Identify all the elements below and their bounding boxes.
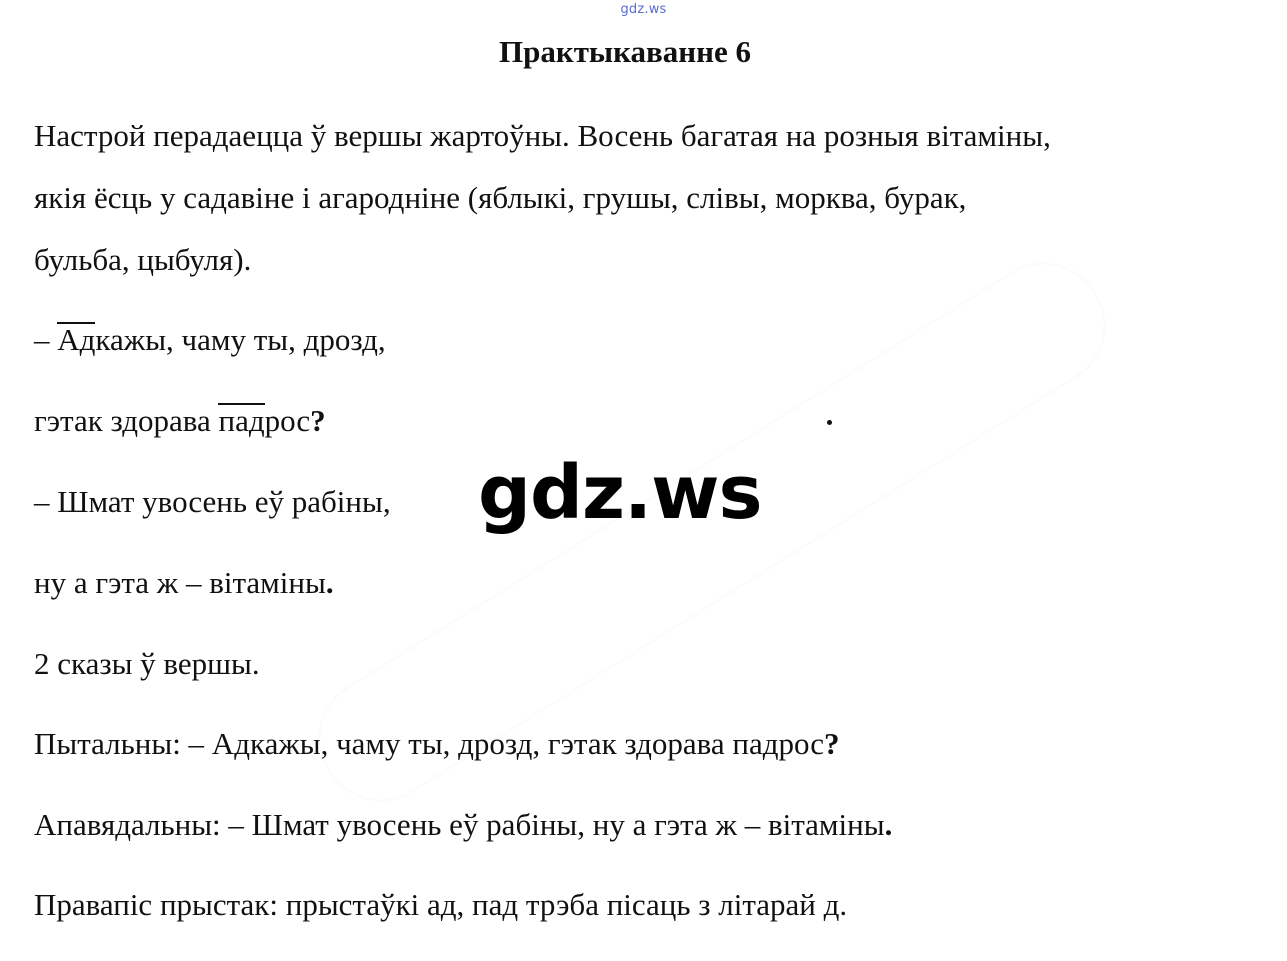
prefix-overlined: пад xyxy=(218,401,264,441)
center-watermark: gdz.ws xyxy=(478,450,762,536)
declarative-sentence xyxy=(34,805,892,845)
declarative-text: Апавядальны: – Шмат увосень еў рабіны, ну а гэта ж – вітаміны xyxy=(34,807,885,842)
poem-line-2-rest: рос xyxy=(264,403,311,438)
poem-line-2-start: гэтак здорава xyxy=(34,403,219,438)
poem-dash: – xyxy=(34,322,58,357)
question-mark: ? xyxy=(824,726,840,761)
period-mark: . xyxy=(884,807,893,842)
sentences-count: 2 сказы ў вершы. xyxy=(34,646,260,681)
spelling-rule: Правапіс прыстак: прыстаўкі ад, пад трэба пісаць з літарай д. xyxy=(34,887,848,922)
top-watermark: gdz.ws xyxy=(620,2,667,17)
paragraph-line-3: бульба, цыбуля). xyxy=(34,242,252,277)
paragraph-line-2: якія ёсць у садавіне і агародніне (яблыкі, грушы, слівы, морква, бурак, xyxy=(34,180,967,215)
question-mark: ? xyxy=(310,403,326,438)
period-mark: . xyxy=(325,565,334,600)
question-text: Пытальны: – Адкажы, чаму ты, дрозд, гэтак здорава падрос xyxy=(34,726,825,761)
poem-line-2 xyxy=(34,401,326,441)
question-sentence xyxy=(34,724,840,764)
poem-line-1 xyxy=(34,320,386,360)
poem-line-1-rest: кажы, чаму ты, дрозд, xyxy=(95,322,386,357)
poem-line-4-text: ну а гэта ж – вітаміны xyxy=(34,565,326,600)
poem-line-3: – Шмат увосень еў рабіны, xyxy=(34,484,391,519)
poem-line-4 xyxy=(34,563,334,603)
page-title: Практыкаванне 6 xyxy=(498,34,751,69)
stray-dot xyxy=(827,420,832,425)
paragraph-line-1: Настрой перадаецца ў вершы жартоўны. Восень багатая на розныя вітаміны, xyxy=(34,118,1051,153)
prefix-overlined: Ад xyxy=(57,320,95,360)
